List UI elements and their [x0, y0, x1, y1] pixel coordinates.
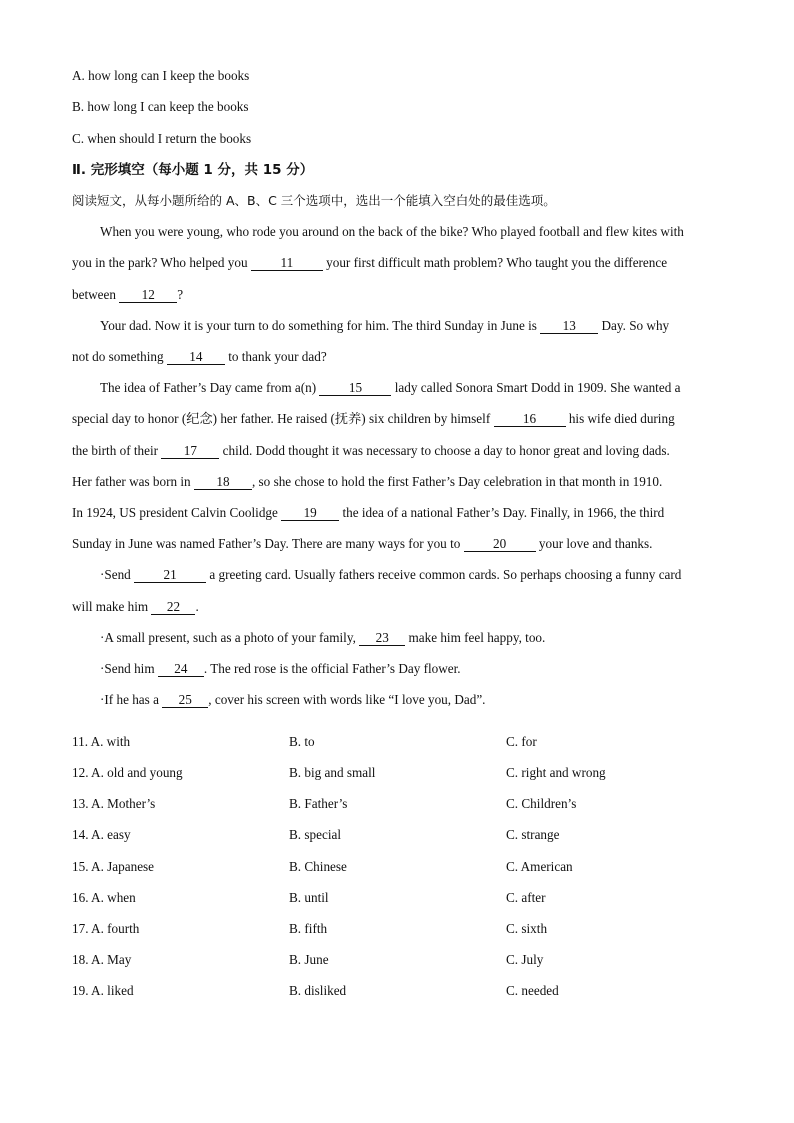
blank-25: 25: [162, 693, 208, 708]
blank-21: 21: [134, 568, 206, 583]
option-b: B. Chinese: [289, 859, 347, 874]
section-instruction: 阅读短文，从每小题所给的 A、B、C 三个选项中，选出一个能填入空白处的最佳选项。: [72, 193, 556, 208]
prev-option-b: B. how long I can keep the books: [72, 99, 249, 114]
bullet-item-continuation: [72, 598, 199, 616]
blank-15: 15: [319, 381, 391, 396]
option-b: B. fifth: [289, 921, 328, 936]
option-a: 12. A. old and young: [72, 765, 183, 780]
blank-19: 19: [281, 506, 339, 521]
option-b: B. to: [289, 734, 315, 749]
question-row: [72, 826, 724, 844]
option-c: C. American: [506, 859, 573, 874]
text-run: his wife died during: [565, 411, 675, 426]
option-b: B. big and small: [289, 765, 376, 780]
passage-line: [100, 317, 669, 335]
passage-line: [72, 254, 667, 272]
passage-line: [72, 348, 327, 366]
question-row: [72, 858, 724, 876]
option-a: 14. A. easy: [72, 827, 131, 842]
question-row: [72, 889, 724, 907]
text-run: Day. So why: [598, 318, 670, 333]
passage-line: [72, 410, 675, 428]
text-run: to thank your dad?: [224, 349, 327, 364]
bullet-item: [100, 566, 681, 584]
option-a: 13. A. Mother’s: [72, 796, 156, 811]
prev-option-c: C. when should I return the books: [72, 131, 252, 146]
question-row: [72, 795, 724, 813]
text-run: ?: [177, 287, 184, 302]
text-run: ·Send: [100, 567, 135, 582]
text-run: Your dad. Now it is your turn to do something for him. The third Sunday in June is: [100, 318, 541, 333]
option-b: B. disliked: [289, 983, 347, 998]
passage-line: When you were young, who rode you around on the back of the bike? Who played football and flew kites with: [100, 224, 684, 239]
text-run: ·Send him: [100, 661, 158, 676]
option-c: C. right and wrong: [506, 765, 606, 780]
option-c: C. sixth: [506, 921, 548, 936]
blank-13: 13: [540, 319, 598, 334]
option-c: C. July: [506, 952, 544, 967]
prev-option-a: A. how long can I keep the books: [72, 68, 250, 83]
text-run: your love and thanks.: [535, 536, 653, 551]
blank-24: 24: [158, 662, 204, 677]
text-run: Her father was born in: [72, 474, 194, 489]
option-a: 16. A. when: [72, 890, 136, 905]
passage-line: [72, 442, 670, 460]
option-c: C. Children’s: [506, 796, 577, 811]
text-run: special day to honor (纪念) her father. He raised (抚养) six children by himself: [72, 411, 494, 426]
question-row: [72, 733, 724, 751]
text-run: you in the park? Who helped you: [72, 255, 251, 270]
option-a: 11. A. with: [72, 734, 131, 749]
option-a: 19. A. liked: [72, 983, 134, 998]
option-b: B. until: [289, 890, 329, 905]
blank-18: 18: [194, 475, 252, 490]
text-run: ·A small present, such as a photo of your family,: [100, 630, 360, 645]
blank-14: 14: [167, 350, 225, 365]
text-run: the idea of a national Father’s Day. Finally, in 1966, the third: [339, 505, 665, 520]
text-run: a greeting card. Usually fathers receive common cards. So perhaps choosing a funny card: [206, 567, 682, 582]
blank-17: 17: [161, 444, 219, 459]
option-b: B. special: [289, 827, 342, 842]
question-row: [72, 764, 724, 782]
text-run: Sunday in June was named Father’s Day. There are many ways for you to: [72, 536, 464, 551]
passage-line: [72, 473, 662, 491]
option-b: B. June: [289, 952, 329, 967]
blank-20: 20: [464, 537, 536, 552]
text-run: between: [72, 287, 120, 302]
blank-11: 11: [251, 256, 323, 271]
blank-12: 12: [119, 288, 177, 303]
text-run: your first difficult math problem? Who taught you the difference: [322, 255, 668, 270]
text-run: make him feel happy, too.: [405, 630, 546, 645]
bullet-item: [100, 629, 545, 647]
text-run: ·If he has a: [100, 692, 163, 707]
option-a: 15. A. Japanese: [72, 859, 155, 874]
bullet-item: [100, 660, 461, 678]
blank-22: 22: [151, 600, 195, 615]
option-c: C. needed: [506, 983, 559, 998]
question-row: [72, 920, 724, 938]
question-row: [72, 982, 724, 1000]
passage-line: [72, 286, 183, 304]
text-run: .: [195, 599, 199, 614]
blank-16: 16: [494, 412, 566, 427]
text-run: . The red rose is the official Father’s Day flower.: [203, 661, 461, 676]
blank-23: 23: [359, 631, 405, 646]
option-a: 18. A. May: [72, 952, 132, 967]
text-run: lady called Sonora Smart Dodd in 1909. She wanted a: [391, 380, 681, 395]
text-run: child. Dodd thought it was necessary to choose a day to honor great and loving dads.: [219, 443, 670, 458]
text-run: , so she chose to hold the first Father’s Day celebration in that month in 1910.: [251, 474, 663, 489]
option-c: C. after: [506, 890, 546, 905]
passage-line: [72, 535, 652, 553]
text-run: will make him: [72, 599, 152, 614]
bullet-item: [100, 691, 485, 709]
question-row: [72, 951, 724, 969]
text-run: not do something: [72, 349, 167, 364]
option-c: C. strange: [506, 827, 560, 842]
text-run: In 1924, US president Calvin Coolidge: [72, 505, 282, 520]
text-run: the birth of their: [72, 443, 162, 458]
option-a: 17. A. fourth: [72, 921, 140, 936]
text-run: , cover his screen with words like “I love you, Dad”.: [208, 692, 486, 707]
passage-line: [100, 379, 680, 397]
option-c: C. for: [506, 734, 537, 749]
text-run: The idea of Father’s Day came from a(n): [100, 380, 320, 395]
section-heading: Ⅱ. 完形填空（每小题 1 分，共 15 分）: [72, 162, 314, 178]
passage-line: [72, 504, 664, 522]
option-b: B. Father’s: [289, 796, 348, 811]
